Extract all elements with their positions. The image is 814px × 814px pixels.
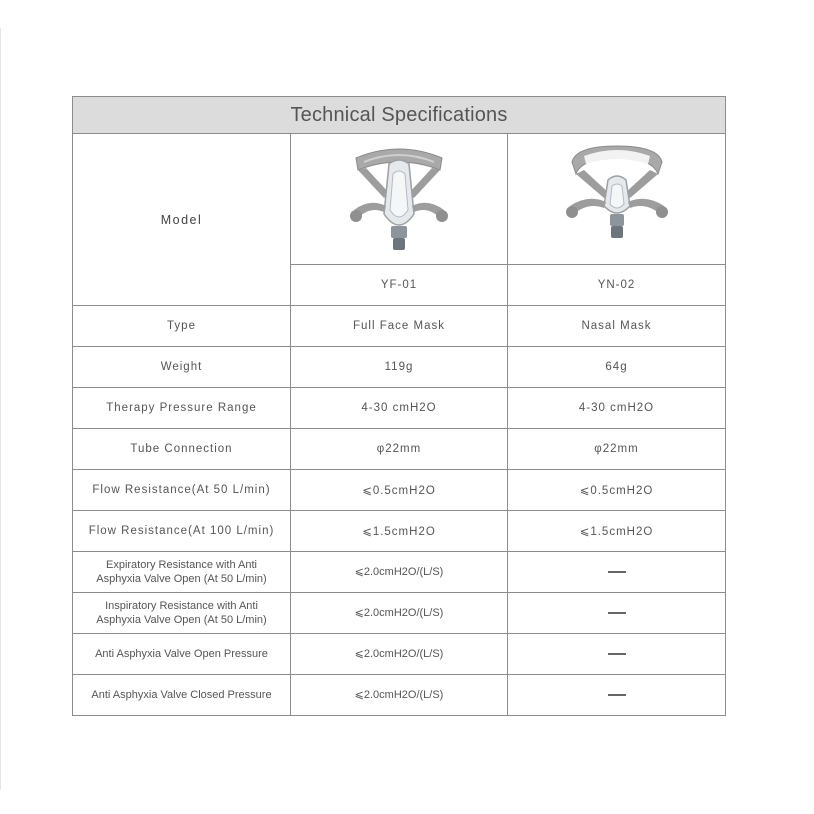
nasal-mask-image: [508, 134, 726, 265]
value-yf01: ⩽2.0cmH2O/(L/S): [291, 675, 508, 716]
table-row: [73, 388, 726, 429]
table-row: [73, 429, 726, 470]
value-yn02: [508, 675, 726, 716]
table-row: [73, 347, 726, 388]
value-yn02: [508, 593, 726, 634]
row-label: Anti Asphyxia Valve Open Pressure: [73, 634, 291, 675]
value-yf01: ⩽2.0cmH2O/(L/S): [291, 634, 508, 675]
row-label-line1: Inspiratory Resistance with Anti: [105, 600, 258, 612]
dash-icon: [608, 571, 626, 573]
value-yn02: ⩽0.5cmH2O: [508, 470, 726, 511]
model-yn02: YN-02: [508, 265, 726, 306]
page-edge-divider: [0, 28, 1, 790]
value-yf01: ⩽0.5cmH2O: [291, 470, 508, 511]
row-label: Flow Resistance(At 50 L/min): [73, 470, 291, 511]
row-label-line2: Asphyxia Valve Open (At 50 L/min): [96, 573, 267, 585]
row-label: Weight: [73, 347, 291, 388]
value-yn02: [508, 634, 726, 675]
table-row: [73, 306, 726, 347]
value-yn02: ⩽1.5cmH2O: [508, 511, 726, 552]
full-face-mask-image: [291, 134, 508, 265]
value-yn02: Nasal Mask: [508, 306, 726, 347]
value-yn02: 4-30 cmH2O: [508, 388, 726, 429]
model-label: Model: [73, 134, 291, 306]
table-title: Technical Specifications: [73, 97, 726, 134]
value-yn02: [508, 552, 726, 593]
row-label: Type: [73, 306, 291, 347]
model-yf01: YF-01: [291, 265, 508, 306]
table-row: [73, 552, 726, 593]
row-label-line2: Asphyxia Valve Open (At 50 L/min): [96, 614, 267, 626]
row-label: Tube Connection: [73, 429, 291, 470]
model-image-row: [73, 134, 726, 265]
table-row: [73, 634, 726, 675]
value-yf01: Full Face Mask: [291, 306, 508, 347]
table-row: [73, 593, 726, 634]
dash-icon: [608, 653, 626, 655]
row-label: Therapy Pressure Range: [73, 388, 291, 429]
row-label-line1: Expiratory Resistance with Anti: [105, 559, 257, 571]
value-yf01: φ22mm: [291, 429, 508, 470]
value-yn02: φ22mm: [508, 429, 726, 470]
value-yf01: ⩽2.0cmH2O/(L/S): [291, 593, 508, 634]
value-yf01: 119g: [291, 347, 508, 388]
table-row: [73, 675, 726, 716]
row-label: [73, 593, 291, 634]
table-row: [73, 511, 726, 552]
row-label: Anti Asphyxia Valve Closed Pressure: [73, 675, 291, 716]
value-yf01: ⩽2.0cmH2O/(L/S): [291, 552, 508, 593]
value-yn02: 64g: [508, 347, 726, 388]
value-yf01: ⩽1.5cmH2O: [291, 511, 508, 552]
row-label: [73, 552, 291, 593]
row-label: Flow Resistance(At 100 L/min): [73, 511, 291, 552]
spec-table: [72, 96, 726, 716]
dash-icon: [608, 694, 626, 696]
table-title-row: [73, 97, 726, 134]
table-row: [73, 470, 726, 511]
value-yf01: 4-30 cmH2O: [291, 388, 508, 429]
dash-icon: [608, 612, 626, 614]
